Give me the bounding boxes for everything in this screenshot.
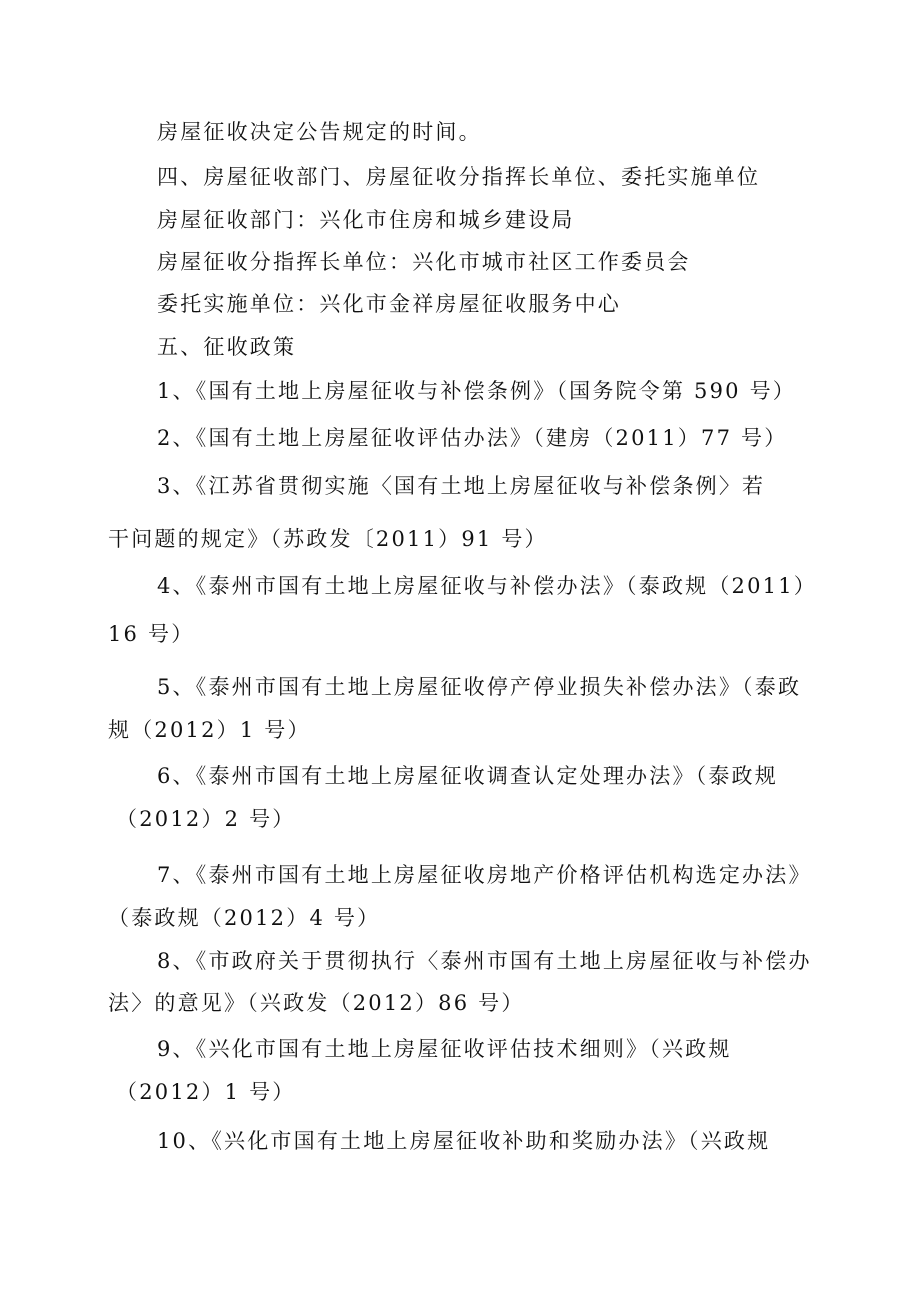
policy-item-5-cont: 规（2012）1 号） [108, 718, 311, 742]
policy-item-4: 4、《泰州市国有土地上房屋征收与补偿办法》（泰政规（2011） [157, 574, 818, 598]
text-line-implementer: 委托实施单位：兴化市金祥房屋征收服务中心 [157, 292, 621, 316]
text-line-1: 房屋征收决定公告规定的时间。 [157, 120, 482, 144]
policy-item-9-cont: （2012）1 号） [116, 1080, 296, 1104]
text-line-commander: 房屋征收分指挥长单位：兴化市城市社区工作委员会 [157, 250, 691, 274]
policy-item-7-cont: （泰政规（2012）4 号） [108, 906, 381, 930]
policy-item-9: 9、《兴化市国有土地上房屋征收评估技术细则》（兴政规 [157, 1037, 732, 1061]
text-line-dept: 房屋征收部门：兴化市住房和城乡建设局 [157, 208, 575, 232]
policy-item-3-cont: 干问题的规定》（苏政发〔2011）91 号） [108, 527, 548, 551]
policy-item-2: 2、《国有土地上房屋征收评估办法》（建房（2011）77 号） [157, 426, 788, 450]
section-heading-5: 五、征收政策 [157, 335, 297, 359]
policy-item-4-cont: 16 号） [108, 622, 195, 646]
policy-item-1: 1、《国有土地上房屋征收与补偿条例》（国务院令第 590 号） [157, 379, 796, 403]
policy-item-8-cont: 法〉的意见》（兴政发（2012）86 号） [108, 991, 525, 1015]
policy-item-3: 3、《江苏省贯彻实施〈国有土地上房屋征收与补偿条例〉若 [157, 474, 766, 498]
policy-item-5: 5、《泰州市国有土地上房屋征收停产停业损失补偿办法》（泰政 [157, 675, 802, 699]
policy-item-10: 10、《兴化市国有土地上房屋征收补助和奖励办法》（兴政规 [157, 1129, 771, 1153]
section-heading-4: 四、房屋征收部门、房屋征收分指挥长单位、委托实施单位 [157, 165, 761, 189]
policy-item-8: 8、《市政府关于贯彻执行〈泰州市国有土地上房屋征收与补偿办 [157, 949, 812, 973]
policy-item-6-cont: （2012）2 号） [116, 807, 296, 831]
policy-item-7: 7、《泰州市国有土地上房屋征收房地产价格评估机构选定办法》 [157, 863, 812, 887]
policy-item-6: 6、《泰州市国有土地上房屋征收调查认定处理办法》（泰政规 [157, 764, 778, 788]
